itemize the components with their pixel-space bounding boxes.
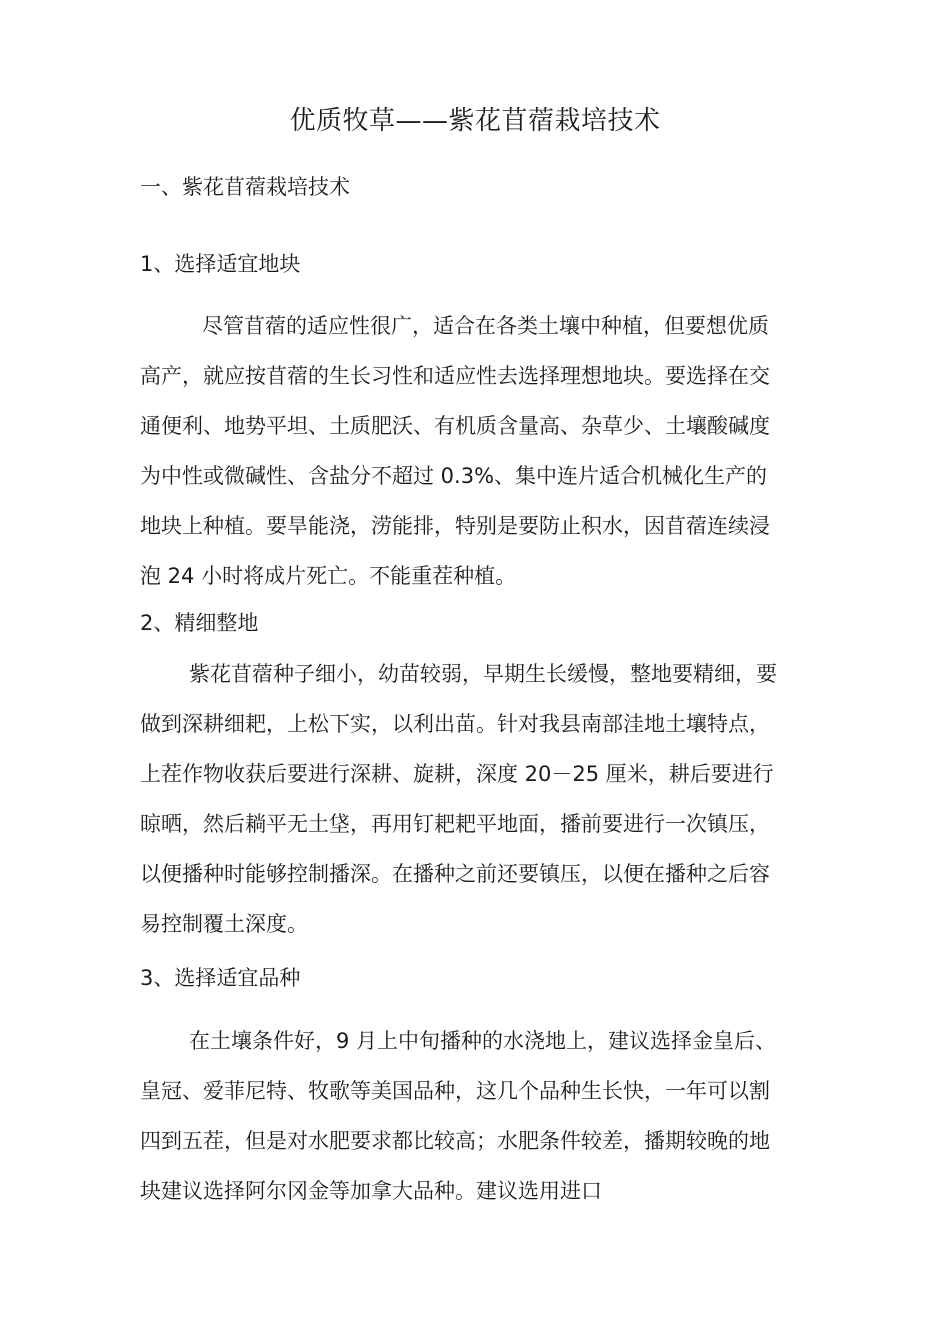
paragraph-line: 紫花苜蓿种子细小，幼苗较弱，早期生长缓慢，整地要精细，要 bbox=[189, 662, 777, 686]
paragraph-variety-selection bbox=[140, 1016, 830, 1216]
paragraph-line: 在土壤条件好，9 月上中旬播种的水浇地上，建议选择金皇后、 bbox=[189, 1029, 777, 1053]
paragraph-line: 高产，就应按苜蓿的生长习性和适应性去选择理想地块。要选择在交 bbox=[140, 364, 770, 388]
paragraph-line: 通便利、地势平坦、土质肥沃、有机质含量高、杂草少、土壤酸碱度 bbox=[140, 414, 770, 438]
paragraph-line: 尽管苜蓿的适应性很广，适合在各类土壤中种植，但要想优质 bbox=[202, 314, 769, 338]
paragraph-line: 皇冠、爱菲尼特、牧歌等美国品种，这几个品种生长快，一年可以割 bbox=[140, 1079, 770, 1103]
paragraph-line: 地块上种植。要旱能浇，涝能排，特别是要防止积水，因苜蓿连续浸 bbox=[140, 514, 770, 538]
paragraph-line: 四到五茬，但是对水肥要求都比较高；水肥条件较差，播期较晚的地 bbox=[140, 1129, 770, 1153]
section-heading-1: 一、紫花苜蓿栽培技术 bbox=[140, 175, 350, 199]
subsection-heading-1: 1、选择适宜地块 bbox=[140, 252, 301, 276]
paragraph-line: 为中性或微碱性、含盐分不超过 0.3%、集中连片适合机械化生产的 bbox=[140, 464, 768, 488]
paragraph-line: 上茬作物收获后要进行深耕、旋耕，深度 20－25 厘米，耕后要进行 bbox=[140, 762, 774, 786]
paragraph-line: 晾晒，然后耥平无土垡，再用钉耙耙平地面，播前要进行一次镇压， bbox=[140, 812, 770, 836]
paragraph-site-selection bbox=[140, 301, 830, 601]
paragraph-land-preparation bbox=[140, 649, 830, 949]
subsection-heading-3: 3、选择适宜品种 bbox=[140, 966, 301, 990]
paragraph-line: 以便播种时能够控制播深。在播种之前还要镇压，以便在播种之后容 bbox=[140, 862, 770, 886]
paragraph-line: 做到深耕细耙，上松下实，以利出苗。针对我县南部洼地土壤特点， bbox=[140, 712, 770, 736]
paragraph-line: 泡 24 小时将成片死亡。不能重茬种植。 bbox=[140, 564, 517, 588]
document-title: 优质牧草——紫花苜蓿栽培技术 bbox=[289, 106, 661, 136]
subsection-heading-2: 2、精细整地 bbox=[140, 611, 259, 635]
paragraph-line: 易控制覆土深度。 bbox=[140, 912, 308, 936]
paragraph-line: 块建议选择阿尔冈金等加拿大品种。建议选用进口 bbox=[140, 1179, 602, 1203]
